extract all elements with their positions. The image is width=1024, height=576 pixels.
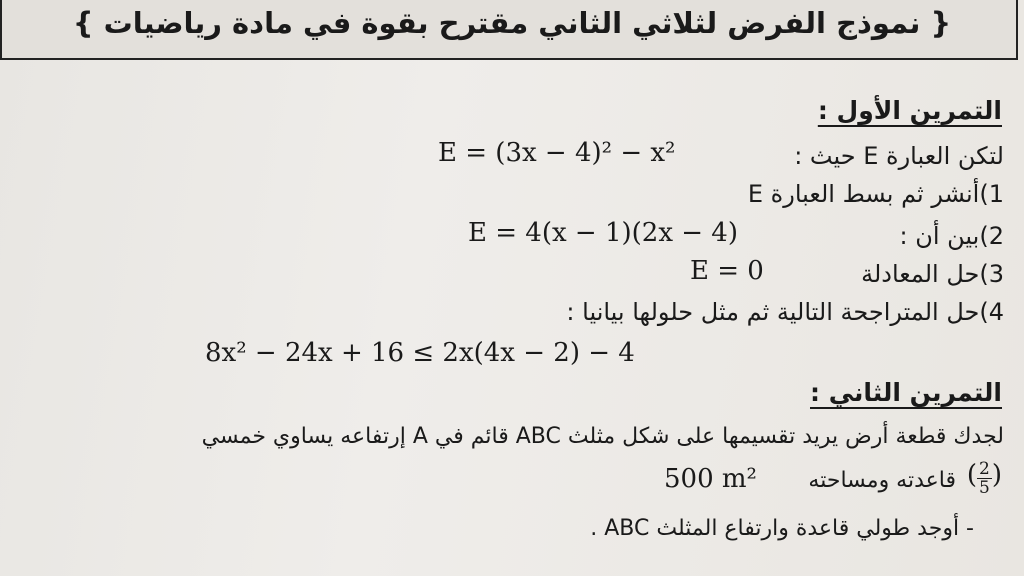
exercise2-statement-line1: لجدك قطعة أرض يريد تقسيمها على شكل مثلث ABC قائم في A إرتفاعه يساوي خمسي bbox=[201, 424, 1004, 449]
exercise1-question3: 3)حل المعادلة bbox=[861, 260, 1004, 288]
exercise1-intro: لتكن العبارة E حيث : bbox=[794, 142, 1004, 170]
exercise2-question: - أوجد طولي قاعدة وارتفاع المثلث ABC . bbox=[590, 516, 974, 541]
exercise1-question3-expression: E = 0 bbox=[690, 256, 764, 286]
exercise1-question4: 4)حل المتراجحة التالية ثم مثل حلولها بيانيا : bbox=[566, 298, 1004, 326]
exercise1-question2-expression: E = 4(x − 1)(2x − 4) bbox=[468, 218, 738, 248]
fraction-denominator: 5 bbox=[979, 478, 990, 498]
exercise2-fraction: ( $\frac{2}{5}$ ) bbox=[966, 459, 1002, 498]
exercise2-area: 500 m² bbox=[664, 464, 757, 494]
exercise1-inequality: 8x² − 24x + 16 ≤ 2x(4x − 2) − 4 bbox=[205, 338, 635, 368]
page-title: { نموذج الفرض لثلاثي الثاني مقترح بقوة في مادة رياضيات } bbox=[72, 6, 952, 40]
exercise1-expression: E = (3x − 4)² − x² bbox=[438, 138, 676, 168]
exercise1-question1: 1)أنشر ثم بسط العبارة E bbox=[747, 180, 1004, 208]
exercise1-heading: التمرين الأول : bbox=[817, 96, 1002, 125]
fraction-numerator: 2 bbox=[979, 459, 990, 479]
exercise1-question2: 2)بين أن : bbox=[899, 222, 1004, 250]
exercise2-statement-line2: قاعدته ومساحته bbox=[808, 468, 956, 493]
exercise2-heading: التمرين الثاني : bbox=[810, 378, 1002, 407]
